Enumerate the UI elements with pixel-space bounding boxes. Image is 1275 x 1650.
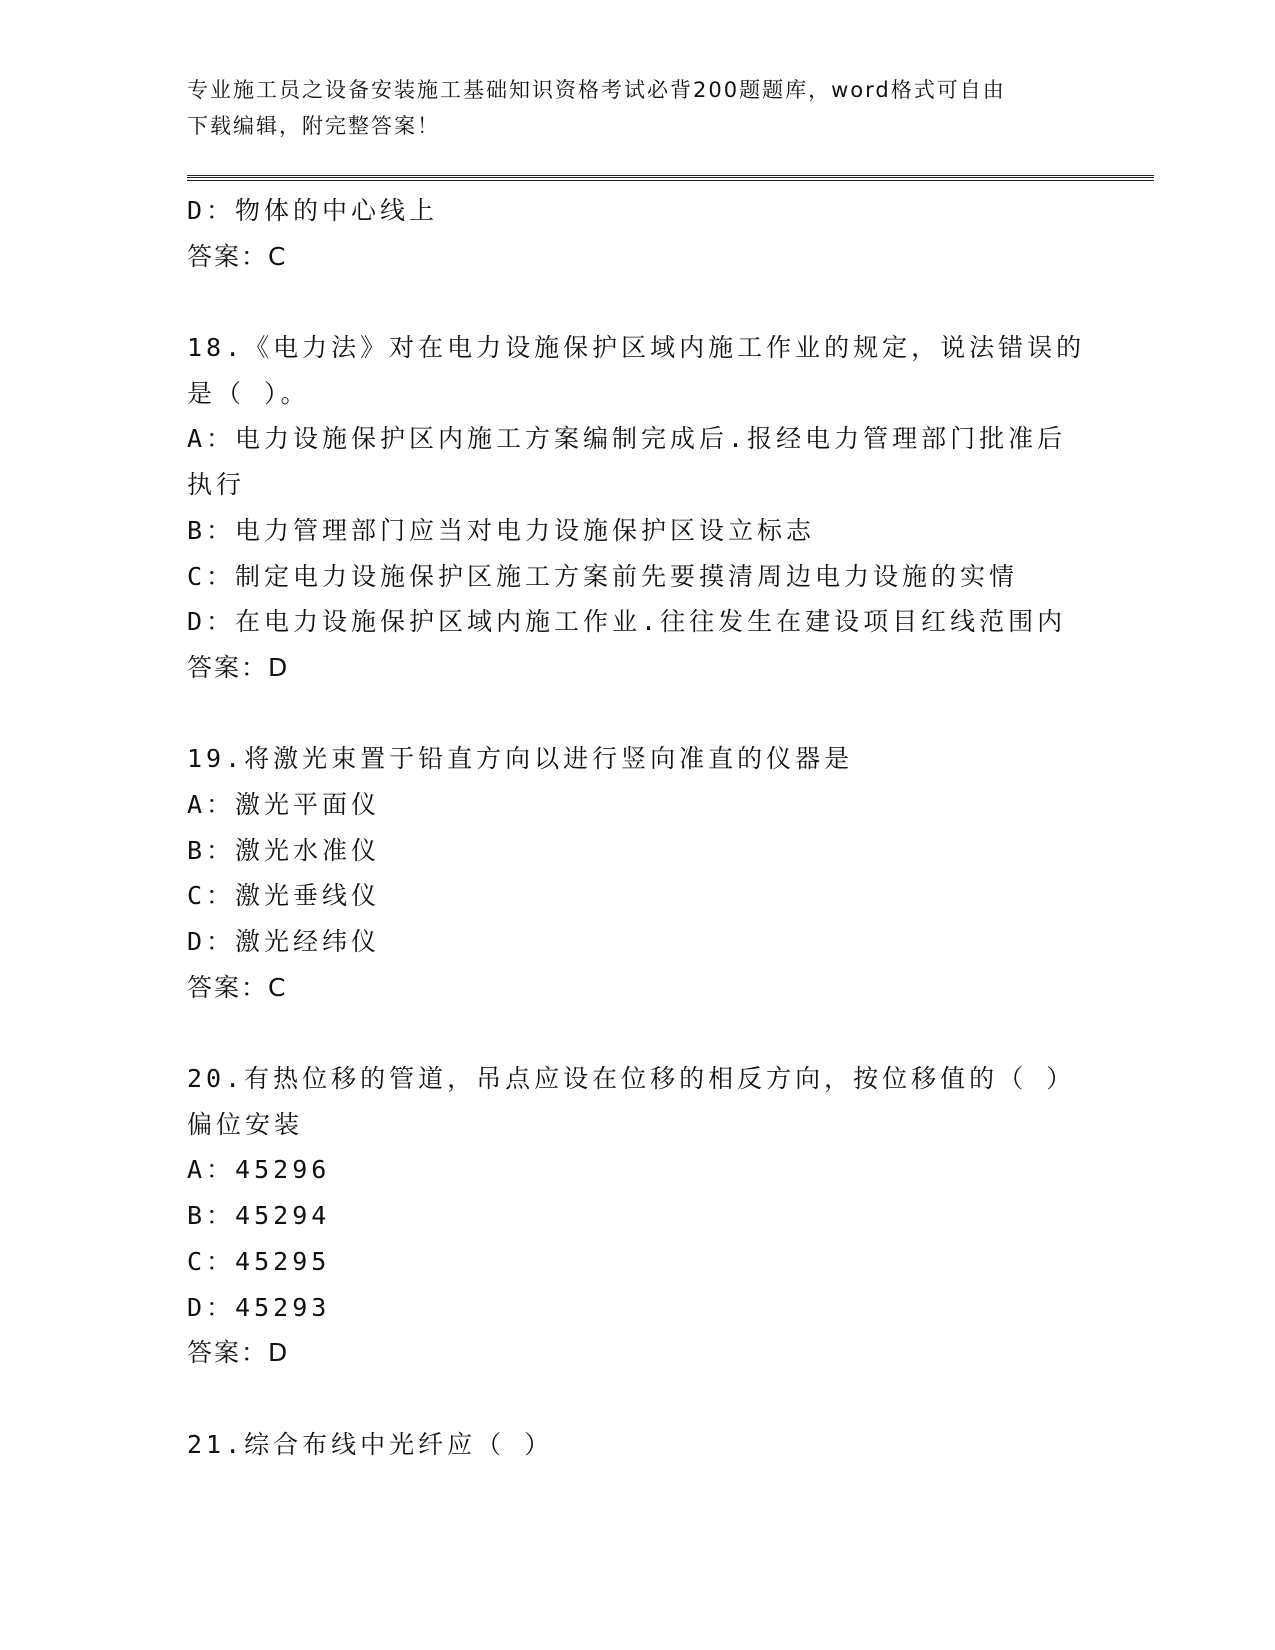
q21-stem: 21.综合布线中光纤应（ ） <box>187 1429 554 1459</box>
q19-option-c: C：激光垂线仪 <box>187 881 381 911</box>
q19-stem: 19.将激光束置于铅直方向以进行竖向准直的仪器是 <box>187 744 854 774</box>
q18-option-d: D：在电力设施保护区域内施工作业.往往发生在建设项目红线范围内 <box>187 607 1067 637</box>
q18-option-b: B：电力管理部门应当对电力设施保护区设立标志 <box>187 515 816 545</box>
q19-answer: 答案：C <box>187 972 288 1002</box>
q18-option-c: C：制定电力设施保护区施工方案前先要摸清周边电力设施的实情 <box>187 561 1019 591</box>
spacer <box>187 1376 1087 1422</box>
q19-option-b: B：激光水准仪 <box>187 835 381 865</box>
q20-option-b: B：45294 <box>187 1201 331 1231</box>
q18-answer: 答案：D <box>187 652 290 682</box>
q17-option-d: D：物体的中心线上 <box>187 196 439 225</box>
q20-answer: 答案：D <box>187 1338 290 1368</box>
q20-stem-line-1: 20.有热位移的管道，吊点应设在位移的相反方向，按位移值的（ ） <box>187 1064 1076 1094</box>
spacer <box>187 691 1087 737</box>
q18-option-a-line-1: A：电力设施保护区内施工方案编制完成后.报经电力管理部门批准后 <box>187 424 1067 454</box>
q20-stem-line-2: 偏位安装 <box>187 1109 304 1139</box>
spacer <box>187 279 1087 325</box>
q18-stem-line-2: 是（ ）。 <box>187 378 310 408</box>
q19-option-d: D：激光经纬仪 <box>187 927 381 956</box>
q20-option-a: A：45296 <box>187 1155 331 1185</box>
q20-option-c: C：45295 <box>187 1246 331 1276</box>
header-title-line-1: 专业施工员之设备安装施工基础知识资格考试必背200题题库，word格式可自由 <box>187 78 1006 102</box>
header-divider <box>187 175 1154 178</box>
q19-option-a: A：激光平面仪 <box>187 789 381 819</box>
document-header <box>187 72 1067 144</box>
q17-answer: 答案：C <box>187 241 288 271</box>
header-title-line-2: 下载编辑，附完整答案！ <box>187 114 440 138</box>
q18-option-a-line-2: 执行 <box>187 470 246 500</box>
q18-stem-line-1: 18.《电力法》对在电力设施保护区域内施工作业的规定，说法错误的 <box>187 333 1086 363</box>
spacer <box>187 1010 1087 1056</box>
question-content <box>187 188 1087 1467</box>
q20-option-d: D：45293 <box>187 1292 331 1322</box>
